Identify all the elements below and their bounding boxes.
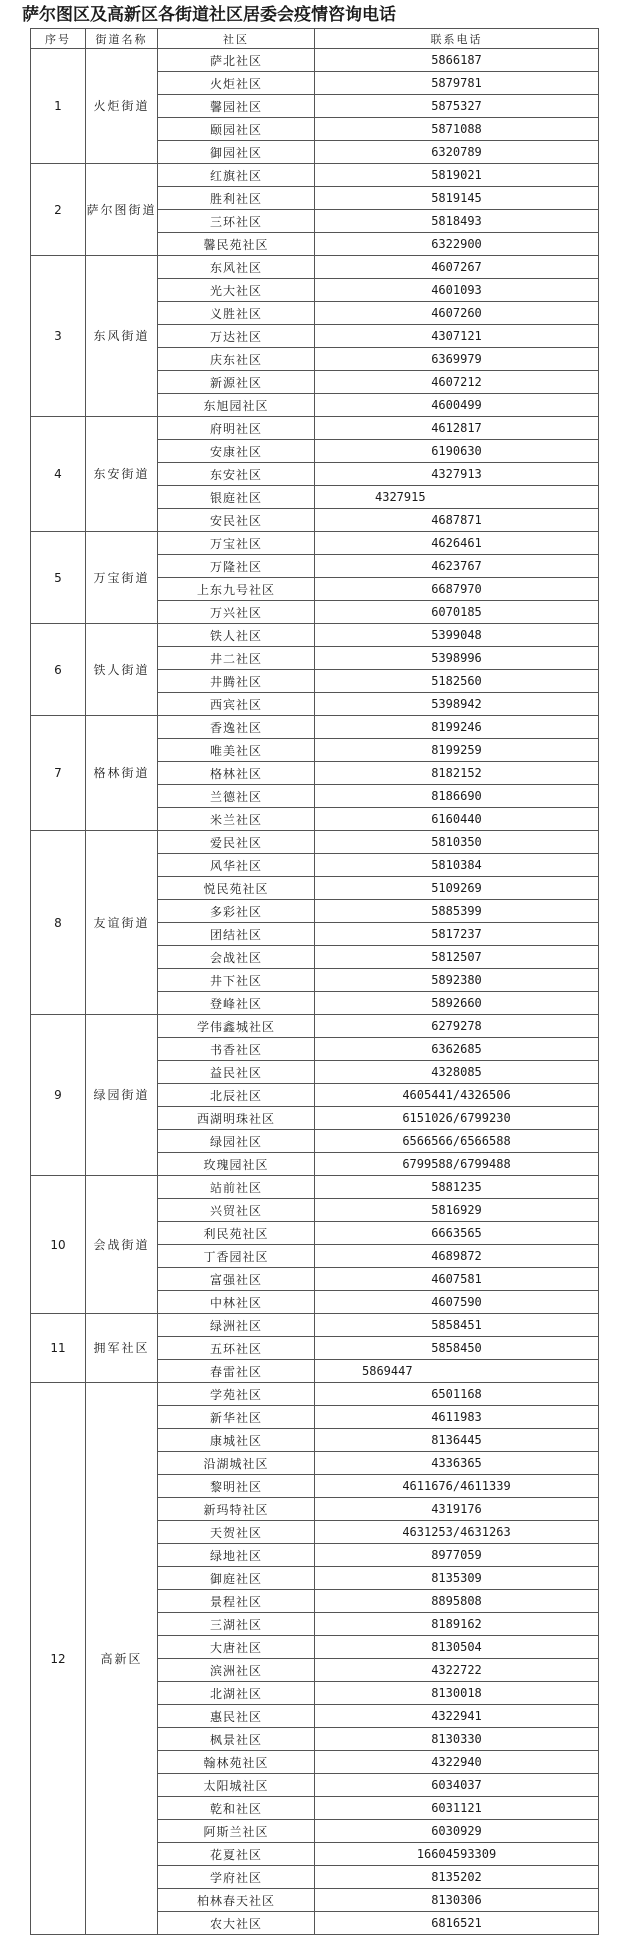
group-index: 12 xyxy=(31,1383,86,1935)
community-name: 农大社区 xyxy=(158,1912,315,1935)
table-row xyxy=(31,49,599,72)
community-name: 会战社区 xyxy=(158,946,315,969)
community-name: 井二社区 xyxy=(158,647,315,670)
street-name: 铁人街道 xyxy=(86,624,158,716)
community-name: 东风社区 xyxy=(158,256,315,279)
community-name: 滨洲社区 xyxy=(158,1659,315,1682)
street-name: 萨尔图街道 xyxy=(86,164,158,256)
phone-number: 6279278 xyxy=(315,1015,599,1038)
table-row xyxy=(31,417,599,440)
header-community: 社区 xyxy=(158,29,315,49)
phone-number: 4336365 xyxy=(315,1452,599,1475)
street-name: 会战街道 xyxy=(86,1176,158,1314)
phone-number: 5816929 xyxy=(315,1199,599,1222)
phone-number: 4607267 xyxy=(315,256,599,279)
phone-number: 8130504 xyxy=(315,1636,599,1659)
community-name: 北湖社区 xyxy=(158,1682,315,1705)
community-name: 富强社区 xyxy=(158,1268,315,1291)
community-name: 新源社区 xyxy=(158,371,315,394)
phone-number: 4322722 xyxy=(315,1659,599,1682)
phone-number: 4626461 xyxy=(315,532,599,555)
street-name: 东安街道 xyxy=(86,417,158,532)
table-body xyxy=(31,49,599,1935)
phone-number: 4319176 xyxy=(315,1498,599,1521)
phone-number: 5858450 xyxy=(315,1337,599,1360)
community-name: 阿斯兰社区 xyxy=(158,1820,315,1843)
phone-number: 5182560 xyxy=(315,670,599,693)
phone-number: 4307121 xyxy=(315,325,599,348)
community-name: 颐园社区 xyxy=(158,118,315,141)
phone-number: 5398996 xyxy=(315,647,599,670)
phone-number: 4611676/4611339 xyxy=(315,1475,599,1498)
phone-number: 5875327 xyxy=(315,95,599,118)
community-name: 益民社区 xyxy=(158,1061,315,1084)
phone-number: 5109269 xyxy=(315,877,599,900)
page-title: 萨尔图区及高新区各街道社区居委会疫情咨询电话 xyxy=(22,5,396,25)
community-name: 学伟鑫城社区 xyxy=(158,1015,315,1038)
community-name: 惠民社区 xyxy=(158,1705,315,1728)
phone-number: 5881235 xyxy=(315,1176,599,1199)
phone-number: 4605441/4326506 xyxy=(315,1084,599,1107)
phone-number: 6031121 xyxy=(315,1797,599,1820)
community-name: 御庭社区 xyxy=(158,1567,315,1590)
community-name: 万达社区 xyxy=(158,325,315,348)
community-name: 利民苑社区 xyxy=(158,1222,315,1245)
phone-number: 5817237 xyxy=(315,923,599,946)
community-name: 悦民苑社区 xyxy=(158,877,315,900)
phone-number: 8136445 xyxy=(315,1429,599,1452)
phone-number: 4631253/4631263 xyxy=(315,1521,599,1544)
table-row xyxy=(31,1015,599,1038)
phone-number: 8135202 xyxy=(315,1866,599,1889)
phone-number: 6663565 xyxy=(315,1222,599,1245)
phone-number: 5812507 xyxy=(315,946,599,969)
group-index: 10 xyxy=(31,1176,86,1314)
phone-number: 4612817 xyxy=(315,417,599,440)
group-index: 2 xyxy=(31,164,86,256)
table-row xyxy=(31,256,599,279)
phone-number: 4322940 xyxy=(315,1751,599,1774)
community-name: 御园社区 xyxy=(158,141,315,164)
street-name: 高新区 xyxy=(86,1383,158,1935)
phone-number: 8895808 xyxy=(315,1590,599,1613)
phone-number: 6369979 xyxy=(315,348,599,371)
phone-number: 6816521 xyxy=(315,1912,599,1935)
community-name: 馨园社区 xyxy=(158,95,315,118)
table-row xyxy=(31,1383,599,1406)
community-name: 西宾社区 xyxy=(158,693,315,716)
phone-number: 4600499 xyxy=(315,394,599,417)
phone-number: 4687871 xyxy=(315,509,599,532)
phone-number: 8130306 xyxy=(315,1889,599,1912)
community-name: 多彩社区 xyxy=(158,900,315,923)
phone-number: 4689872 xyxy=(315,1245,599,1268)
community-name: 胜利社区 xyxy=(158,187,315,210)
phone-number: 5871088 xyxy=(315,118,599,141)
street-name: 拥军社区 xyxy=(86,1314,158,1383)
community-name: 太阳城社区 xyxy=(158,1774,315,1797)
community-name: 风华社区 xyxy=(158,854,315,877)
community-name: 沿湖城社区 xyxy=(158,1452,315,1475)
community-name: 爱民社区 xyxy=(158,831,315,854)
phone-number: 6687970 xyxy=(315,578,599,601)
group-index: 3 xyxy=(31,256,86,417)
community-name: 登峰社区 xyxy=(158,992,315,1015)
community-name: 光大社区 xyxy=(158,279,315,302)
phone-number: 5866187 xyxy=(315,49,599,72)
community-name: 米兰社区 xyxy=(158,808,315,831)
phone-number: 6030929 xyxy=(315,1820,599,1843)
phone-number: 5810384 xyxy=(315,854,599,877)
phone-number: 6322900 xyxy=(315,233,599,256)
community-name: 兴贸社区 xyxy=(158,1199,315,1222)
community-name: 红旗社区 xyxy=(158,164,315,187)
community-name: 万兴社区 xyxy=(158,601,315,624)
contact-table xyxy=(30,28,599,1935)
community-name: 安民社区 xyxy=(158,509,315,532)
header-phone: 联系电话 xyxy=(315,29,599,49)
table-row xyxy=(31,164,599,187)
community-name: 天贺社区 xyxy=(158,1521,315,1544)
community-name: 新华社区 xyxy=(158,1406,315,1429)
phone-number: 8135309 xyxy=(315,1567,599,1590)
group-index: 11 xyxy=(31,1314,86,1383)
community-name: 井下社区 xyxy=(158,969,315,992)
phone-number: 4607260 xyxy=(315,302,599,325)
community-name: 唯美社区 xyxy=(158,739,315,762)
community-name: 丁香园社区 xyxy=(158,1245,315,1268)
phone-number: 8186690 xyxy=(315,785,599,808)
community-name: 火炬社区 xyxy=(158,72,315,95)
community-name: 柏林春天社区 xyxy=(158,1889,315,1912)
phone-number: 5892660 xyxy=(315,992,599,1015)
community-name: 绿地社区 xyxy=(158,1544,315,1567)
community-name: 东旭园社区 xyxy=(158,394,315,417)
phone-number: 6566566/6566588 xyxy=(315,1130,599,1153)
phone-number: 16604593309 xyxy=(315,1843,599,1866)
phone-number: 6070185 xyxy=(315,601,599,624)
phone-number: 5869447 xyxy=(315,1360,599,1383)
phone-number: 5879781 xyxy=(315,72,599,95)
group-index: 4 xyxy=(31,417,86,532)
community-name: 万隆社区 xyxy=(158,555,315,578)
community-name: 新玛特社区 xyxy=(158,1498,315,1521)
phone-number: 6160440 xyxy=(315,808,599,831)
community-name: 上东九号社区 xyxy=(158,578,315,601)
phone-number: 6799588/6799488 xyxy=(315,1153,599,1176)
table-row xyxy=(31,1176,599,1199)
table-row xyxy=(31,624,599,647)
community-name: 五环社区 xyxy=(158,1337,315,1360)
phone-number: 4328085 xyxy=(315,1061,599,1084)
phone-number: 4322941 xyxy=(315,1705,599,1728)
street-name: 火炬街道 xyxy=(86,49,158,164)
phone-number: 8199246 xyxy=(315,716,599,739)
community-name: 黎明社区 xyxy=(158,1475,315,1498)
group-index: 7 xyxy=(31,716,86,831)
community-name: 玫瑰园社区 xyxy=(158,1153,315,1176)
phone-number: 8977059 xyxy=(315,1544,599,1567)
group-index: 8 xyxy=(31,831,86,1015)
community-name: 绿园社区 xyxy=(158,1130,315,1153)
community-name: 西湖明珠社区 xyxy=(158,1107,315,1130)
street-name: 万宝街道 xyxy=(86,532,158,624)
community-name: 庆东社区 xyxy=(158,348,315,371)
phone-number: 4607581 xyxy=(315,1268,599,1291)
community-name: 学苑社区 xyxy=(158,1383,315,1406)
phone-number: 6362685 xyxy=(315,1038,599,1061)
community-name: 中林社区 xyxy=(158,1291,315,1314)
phone-number: 5399048 xyxy=(315,624,599,647)
phone-number: 5885399 xyxy=(315,900,599,923)
community-name: 万宝社区 xyxy=(158,532,315,555)
community-name: 花夏社区 xyxy=(158,1843,315,1866)
community-name: 东安社区 xyxy=(158,463,315,486)
header-row xyxy=(31,29,599,49)
phone-number: 6320789 xyxy=(315,141,599,164)
table-row xyxy=(31,532,599,555)
header-street: 街道名称 xyxy=(86,29,158,49)
street-name: 东风街道 xyxy=(86,256,158,417)
community-name: 义胜社区 xyxy=(158,302,315,325)
phone-number: 5858451 xyxy=(315,1314,599,1337)
phone-number: 4327913 xyxy=(315,463,599,486)
header-index: 序号 xyxy=(31,29,86,49)
group-index: 5 xyxy=(31,532,86,624)
community-name: 康城社区 xyxy=(158,1429,315,1452)
table-row xyxy=(31,716,599,739)
phone-number: 4623767 xyxy=(315,555,599,578)
group-index: 6 xyxy=(31,624,86,716)
community-name: 乾和社区 xyxy=(158,1797,315,1820)
table-row xyxy=(31,831,599,854)
community-name: 银庭社区 xyxy=(158,486,315,509)
phone-number: 5398942 xyxy=(315,693,599,716)
community-name: 春雷社区 xyxy=(158,1360,315,1383)
community-name: 景程社区 xyxy=(158,1590,315,1613)
community-name: 安康社区 xyxy=(158,440,315,463)
phone-number: 6190630 xyxy=(315,440,599,463)
community-name: 书香社区 xyxy=(158,1038,315,1061)
community-name: 北辰社区 xyxy=(158,1084,315,1107)
phone-number: 8130018 xyxy=(315,1682,599,1705)
group-index: 9 xyxy=(31,1015,86,1176)
community-name: 团结社区 xyxy=(158,923,315,946)
phone-number: 6034037 xyxy=(315,1774,599,1797)
phone-number: 6501168 xyxy=(315,1383,599,1406)
phone-number: 8189162 xyxy=(315,1613,599,1636)
community-name: 铁人社区 xyxy=(158,624,315,647)
phone-number: 5810350 xyxy=(315,831,599,854)
phone-number: 5818493 xyxy=(315,210,599,233)
phone-number: 5819021 xyxy=(315,164,599,187)
community-name: 井腾社区 xyxy=(158,670,315,693)
phone-number: 8130330 xyxy=(315,1728,599,1751)
community-name: 萨北社区 xyxy=(158,49,315,72)
community-name: 馨民苑社区 xyxy=(158,233,315,256)
street-name: 格林街道 xyxy=(86,716,158,831)
street-name: 友谊街道 xyxy=(86,831,158,1015)
phone-number: 4607590 xyxy=(315,1291,599,1314)
community-name: 大唐社区 xyxy=(158,1636,315,1659)
community-name: 三湖社区 xyxy=(158,1613,315,1636)
community-name: 三环社区 xyxy=(158,210,315,233)
table-row xyxy=(31,1314,599,1337)
phone-number: 5819145 xyxy=(315,187,599,210)
phone-number: 4607212 xyxy=(315,371,599,394)
phone-number: 6151026/6799230 xyxy=(315,1107,599,1130)
community-name: 学府社区 xyxy=(158,1866,315,1889)
phone-number: 4601093 xyxy=(315,279,599,302)
community-name: 府明社区 xyxy=(158,417,315,440)
street-name: 绿园街道 xyxy=(86,1015,158,1176)
phone-number: 8182152 xyxy=(315,762,599,785)
group-index: 1 xyxy=(31,49,86,164)
community-name: 翰林苑社区 xyxy=(158,1751,315,1774)
phone-number: 4327915 xyxy=(315,486,599,509)
community-name: 兰德社区 xyxy=(158,785,315,808)
phone-number: 8199259 xyxy=(315,739,599,762)
community-name: 枫景社区 xyxy=(158,1728,315,1751)
community-name: 站前社区 xyxy=(158,1176,315,1199)
phone-number: 4611983 xyxy=(315,1406,599,1429)
community-name: 格林社区 xyxy=(158,762,315,785)
community-name: 香逸社区 xyxy=(158,716,315,739)
community-name: 绿洲社区 xyxy=(158,1314,315,1337)
phone-number: 5892380 xyxy=(315,969,599,992)
